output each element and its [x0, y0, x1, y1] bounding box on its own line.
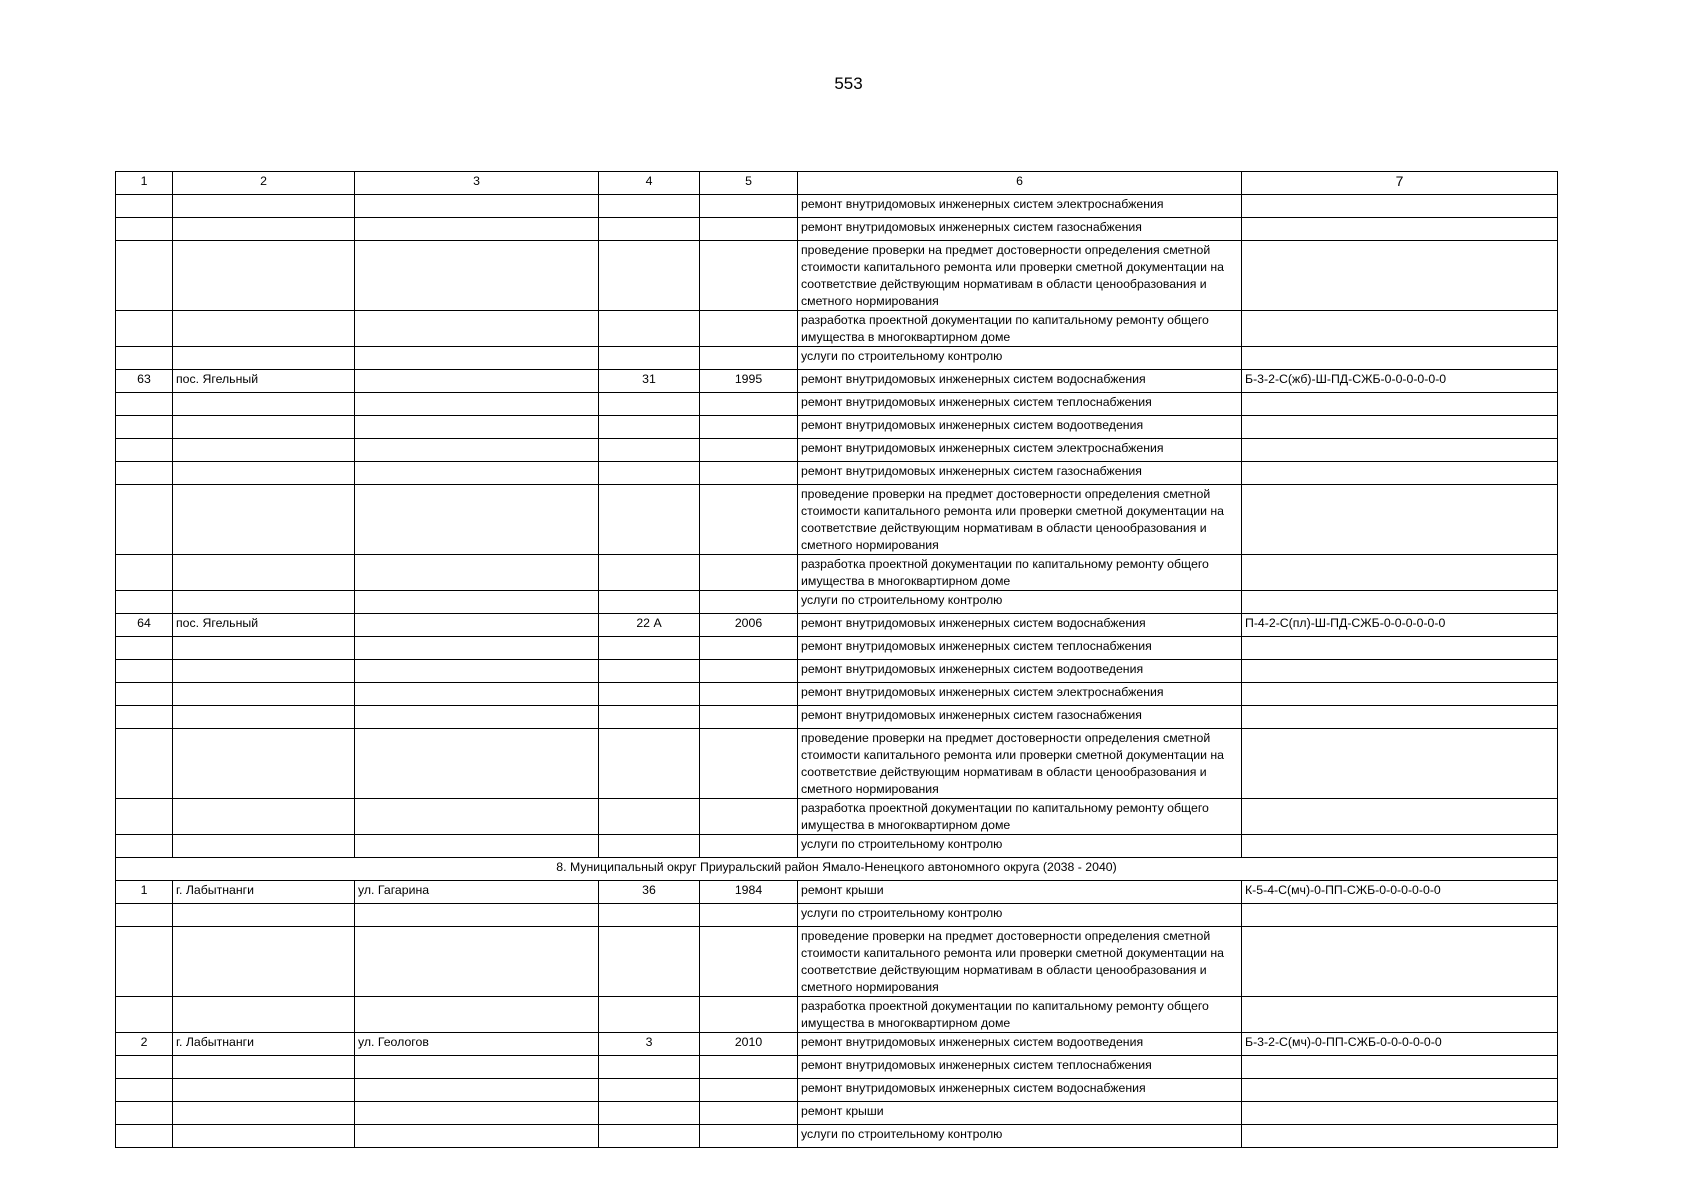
house-number-cell — [599, 416, 700, 439]
row-number-cell — [116, 591, 173, 614]
street-cell — [355, 347, 599, 370]
street-cell — [355, 311, 599, 347]
row-number-cell — [116, 835, 173, 858]
work-type-cell: проведение проверки на предмет достоверности определения сметной стоимости капитального ремонта или проверки сметной документации на соответствие действующим нормативам в области ценообразования и сметного нормирования — [798, 927, 1242, 997]
table-row — [116, 683, 1558, 706]
house-number-cell — [599, 1056, 700, 1079]
year-built-cell — [700, 904, 798, 927]
row-number-cell — [116, 416, 173, 439]
year-built-cell — [700, 439, 798, 462]
table-row — [116, 241, 1558, 311]
work-type-cell: ремонт внутридомовых инженерных систем водоснабжения — [798, 370, 1242, 393]
settlement-cell — [173, 591, 355, 614]
work-type-cell: ремонт внутридомовых инженерных систем электроснабжения — [798, 439, 1242, 462]
house-number-cell — [599, 927, 700, 997]
column-header: 5 — [700, 172, 798, 195]
settlement-cell — [173, 241, 355, 311]
row-number-cell — [116, 904, 173, 927]
year-built-cell — [700, 997, 798, 1033]
street-cell — [355, 416, 599, 439]
street-cell — [355, 241, 599, 311]
row-number-cell — [116, 683, 173, 706]
street-cell — [355, 1125, 599, 1148]
table-row — [116, 462, 1558, 485]
year-built-cell — [700, 311, 798, 347]
table-row — [116, 485, 1558, 555]
row-number-cell — [116, 241, 173, 311]
row-number-cell — [116, 393, 173, 416]
settlement-cell — [173, 347, 355, 370]
table-row — [116, 311, 1558, 347]
house-number-cell — [599, 799, 700, 835]
street-cell — [355, 1102, 599, 1125]
table-row — [116, 927, 1558, 997]
settlement-cell — [173, 729, 355, 799]
settlement-cell — [173, 683, 355, 706]
settlement-cell — [173, 1056, 355, 1079]
building-code-cell: К-5-4-С(мч)-0-ПП-СЖБ-0-0-0-0-0-0 — [1242, 881, 1558, 904]
year-built-cell — [700, 241, 798, 311]
work-type-cell: услуги по строительному контролю — [798, 904, 1242, 927]
table-row — [116, 1033, 1558, 1056]
street-cell — [355, 729, 599, 799]
section-title: 8. Муниципальный округ Приуральский район Ямало-Ненецкого автономного округа (2038 - 2040) — [116, 858, 1558, 881]
building-code-cell — [1242, 637, 1558, 660]
year-built-cell — [700, 729, 798, 799]
work-type-cell: проведение проверки на предмет достоверности определения сметной стоимости капитального ремонта или проверки сметной документации на соответствие действующим нормативам в области ценообразования и сметного нормирования — [798, 729, 1242, 799]
table-row — [116, 439, 1558, 462]
building-code-cell — [1242, 462, 1558, 485]
house-number-cell — [599, 439, 700, 462]
street-cell — [355, 799, 599, 835]
row-number-cell: 1 — [116, 881, 173, 904]
year-built-cell: 2010 — [700, 1033, 798, 1056]
table-row — [116, 660, 1558, 683]
street-cell — [355, 555, 599, 591]
table-row — [116, 393, 1558, 416]
table-row — [116, 904, 1558, 927]
year-built-cell — [700, 485, 798, 555]
year-built-cell — [700, 799, 798, 835]
settlement-cell — [173, 311, 355, 347]
street-cell — [355, 997, 599, 1033]
year-built-cell — [700, 218, 798, 241]
settlement-cell: г. Лабытнанги — [173, 881, 355, 904]
row-number-cell — [116, 311, 173, 347]
column-header-row — [116, 172, 1558, 195]
street-cell — [355, 195, 599, 218]
work-type-cell: ремонт внутридомовых инженерных систем теплоснабжения — [798, 393, 1242, 416]
house-number-cell — [599, 683, 700, 706]
settlement-cell — [173, 1102, 355, 1125]
street-cell — [355, 370, 599, 393]
work-type-cell: ремонт крыши — [798, 881, 1242, 904]
year-built-cell: 1984 — [700, 881, 798, 904]
building-code-cell — [1242, 393, 1558, 416]
work-type-cell: ремонт внутридомовых инженерных систем электроснабжения — [798, 195, 1242, 218]
table-row — [116, 614, 1558, 637]
house-number-cell — [599, 1125, 700, 1148]
building-code-cell — [1242, 835, 1558, 858]
settlement-cell — [173, 462, 355, 485]
year-built-cell — [700, 706, 798, 729]
building-code-cell — [1242, 195, 1558, 218]
building-code-cell: П-4-2-С(пл)-Ш-ПД-СЖБ-0-0-0-0-0-0 — [1242, 614, 1558, 637]
street-cell: ул. Геологов — [355, 1033, 599, 1056]
house-number-cell — [599, 347, 700, 370]
house-number-cell — [599, 241, 700, 311]
row-number-cell — [116, 439, 173, 462]
building-code-cell — [1242, 485, 1558, 555]
work-type-cell: услуги по строительному контролю — [798, 1125, 1242, 1148]
building-code-cell: Б-3-2-С(жб)-Ш-ПД-СЖБ-0-0-0-0-0-0 — [1242, 370, 1558, 393]
building-code-cell — [1242, 904, 1558, 927]
work-type-cell: ремонт внутридомовых инженерных систем водоотведения — [798, 660, 1242, 683]
building-code-cell — [1242, 1125, 1558, 1148]
row-number-cell — [116, 1079, 173, 1102]
year-built-cell — [700, 416, 798, 439]
building-code-cell — [1242, 1079, 1558, 1102]
year-built-cell — [700, 835, 798, 858]
year-built-cell — [700, 1125, 798, 1148]
house-number-cell — [599, 706, 700, 729]
settlement-cell — [173, 904, 355, 927]
settlement-cell — [173, 1079, 355, 1102]
row-number-cell — [116, 706, 173, 729]
row-number-cell — [116, 555, 173, 591]
building-code-cell — [1242, 439, 1558, 462]
table-row — [116, 835, 1558, 858]
work-type-cell: ремонт внутридомовых инженерных систем водоотведения — [798, 1033, 1242, 1056]
settlement-cell — [173, 485, 355, 555]
row-number-cell — [116, 637, 173, 660]
row-number-cell: 64 — [116, 614, 173, 637]
row-number-cell — [116, 729, 173, 799]
street-cell — [355, 462, 599, 485]
year-built-cell — [700, 195, 798, 218]
capital-repair-table — [115, 171, 1558, 1148]
row-number-cell — [116, 462, 173, 485]
building-code-cell — [1242, 660, 1558, 683]
work-type-cell: ремонт внутридомовых инженерных систем водоснабжения — [798, 1079, 1242, 1102]
building-code-cell — [1242, 997, 1558, 1033]
work-type-cell: ремонт внутридомовых инженерных систем водоотведения — [798, 416, 1242, 439]
settlement-cell: пос. Ягельный — [173, 614, 355, 637]
row-number-cell — [116, 347, 173, 370]
work-type-cell: услуги по строительному контролю — [798, 347, 1242, 370]
house-number-cell — [599, 1102, 700, 1125]
row-number-cell — [116, 997, 173, 1033]
work-type-cell: проведение проверки на предмет достоверности определения сметной стоимости капитального ремонта или проверки сметной документации на соответствие действующим нормативам в области ценообразования и сметного нормирования — [798, 241, 1242, 311]
building-code-cell — [1242, 1056, 1558, 1079]
table-row — [116, 1125, 1558, 1148]
house-number-cell — [599, 1079, 700, 1102]
work-type-cell: ремонт внутридомовых инженерных систем газоснабжения — [798, 462, 1242, 485]
settlement-cell: пос. Ягельный — [173, 370, 355, 393]
work-type-cell: разработка проектной документации по капитальному ремонту общего имущества в многоквартирном доме — [798, 997, 1242, 1033]
settlement-cell — [173, 393, 355, 416]
year-built-cell — [700, 1056, 798, 1079]
street-cell — [355, 927, 599, 997]
work-type-cell: разработка проектной документации по капитальному ремонту общего имущества в многоквартирном доме — [798, 311, 1242, 347]
street-cell — [355, 218, 599, 241]
table-row — [116, 555, 1558, 591]
table-row — [116, 729, 1558, 799]
house-number-cell — [599, 997, 700, 1033]
table-row — [116, 881, 1558, 904]
row-number-cell: 2 — [116, 1033, 173, 1056]
street-cell — [355, 485, 599, 555]
year-built-cell — [700, 660, 798, 683]
street-cell — [355, 637, 599, 660]
street-cell — [355, 835, 599, 858]
building-code-cell — [1242, 799, 1558, 835]
table-row — [116, 218, 1558, 241]
house-number-cell — [599, 485, 700, 555]
work-type-cell: ремонт внутридомовых инженерных систем водоснабжения — [798, 614, 1242, 637]
settlement-cell — [173, 439, 355, 462]
work-type-cell: услуги по строительному контролю — [798, 591, 1242, 614]
work-type-cell: ремонт внутридомовых инженерных систем газоснабжения — [798, 706, 1242, 729]
year-built-cell — [700, 347, 798, 370]
row-number-cell — [116, 799, 173, 835]
table-row — [116, 1079, 1558, 1102]
house-number-cell: 31 — [599, 370, 700, 393]
row-number-cell — [116, 1125, 173, 1148]
settlement-cell — [173, 997, 355, 1033]
building-code-cell — [1242, 311, 1558, 347]
table-row — [116, 416, 1558, 439]
street-cell — [355, 683, 599, 706]
house-number-cell — [599, 729, 700, 799]
settlement-cell — [173, 637, 355, 660]
column-header: 4 — [599, 172, 700, 195]
house-number-cell — [599, 637, 700, 660]
work-type-cell: ремонт внутридомовых инженерных систем электроснабжения — [798, 683, 1242, 706]
house-number-cell: 22 А — [599, 614, 700, 637]
table-row — [116, 1102, 1558, 1125]
column-header: 7 — [1242, 172, 1558, 195]
building-code-cell — [1242, 416, 1558, 439]
table-row — [116, 799, 1558, 835]
building-code-cell — [1242, 729, 1558, 799]
settlement-cell: г. Лабытнанги — [173, 1033, 355, 1056]
row-number-cell: 63 — [116, 370, 173, 393]
table-row — [116, 195, 1558, 218]
street-cell — [355, 1079, 599, 1102]
house-number-cell — [599, 904, 700, 927]
street-cell — [355, 591, 599, 614]
house-number-cell — [599, 311, 700, 347]
street-cell: ул. Гагарина — [355, 881, 599, 904]
year-built-cell: 2006 — [700, 614, 798, 637]
year-built-cell: 1995 — [700, 370, 798, 393]
row-number-cell — [116, 1102, 173, 1125]
column-header: 1 — [116, 172, 173, 195]
row-number-cell — [116, 485, 173, 555]
building-code-cell — [1242, 706, 1558, 729]
table-row — [116, 706, 1558, 729]
building-code-cell — [1242, 1102, 1558, 1125]
street-cell — [355, 393, 599, 416]
building-code-cell — [1242, 555, 1558, 591]
table-row — [116, 591, 1558, 614]
page-number: 553 — [834, 74, 863, 93]
building-code-cell — [1242, 927, 1558, 997]
table-row — [116, 997, 1558, 1033]
year-built-cell — [700, 555, 798, 591]
street-cell — [355, 1056, 599, 1079]
house-number-cell — [599, 218, 700, 241]
settlement-cell — [173, 555, 355, 591]
settlement-cell — [173, 218, 355, 241]
house-number-cell — [599, 393, 700, 416]
building-code-cell — [1242, 218, 1558, 241]
house-number-cell — [599, 660, 700, 683]
house-number-cell — [599, 835, 700, 858]
settlement-cell — [173, 660, 355, 683]
year-built-cell — [700, 462, 798, 485]
table-row — [116, 347, 1558, 370]
table-row — [116, 370, 1558, 393]
street-cell — [355, 904, 599, 927]
work-type-cell: ремонт внутридомовых инженерных систем теплоснабжения — [798, 1056, 1242, 1079]
year-built-cell — [700, 1079, 798, 1102]
settlement-cell — [173, 927, 355, 997]
building-code-cell — [1242, 347, 1558, 370]
row-number-cell — [116, 1056, 173, 1079]
work-type-cell: услуги по строительному контролю — [798, 835, 1242, 858]
row-number-cell — [116, 927, 173, 997]
street-cell — [355, 706, 599, 729]
settlement-cell — [173, 195, 355, 218]
house-number-cell — [599, 462, 700, 485]
settlement-cell — [173, 416, 355, 439]
work-type-cell: разработка проектной документации по капитальному ремонту общего имущества в многоквартирном доме — [798, 799, 1242, 835]
year-built-cell — [700, 637, 798, 660]
house-number-cell — [599, 555, 700, 591]
section-header-row — [116, 858, 1558, 881]
work-type-cell: разработка проектной документации по капитальному ремонту общего имущества в многоквартирном доме — [798, 555, 1242, 591]
row-number-cell — [116, 218, 173, 241]
column-header: 3 — [355, 172, 599, 195]
year-built-cell — [700, 1102, 798, 1125]
table-row — [116, 637, 1558, 660]
building-code-cell — [1242, 591, 1558, 614]
building-code-cell — [1242, 683, 1558, 706]
year-built-cell — [700, 683, 798, 706]
row-number-cell — [116, 195, 173, 218]
settlement-cell — [173, 835, 355, 858]
house-number-cell — [599, 195, 700, 218]
row-number-cell — [116, 660, 173, 683]
street-cell — [355, 614, 599, 637]
street-cell — [355, 439, 599, 462]
settlement-cell — [173, 799, 355, 835]
house-number-cell — [599, 591, 700, 614]
house-number-cell: 3 — [599, 1033, 700, 1056]
work-type-cell: ремонт крыши — [798, 1102, 1242, 1125]
table-row — [116, 1056, 1558, 1079]
year-built-cell — [700, 591, 798, 614]
settlement-cell — [173, 706, 355, 729]
year-built-cell — [700, 927, 798, 997]
street-cell — [355, 660, 599, 683]
building-code-cell: Б-3-2-С(мч)-0-ПП-СЖБ-0-0-0-0-0-0 — [1242, 1033, 1558, 1056]
column-header: 2 — [173, 172, 355, 195]
work-type-cell: проведение проверки на предмет достоверности определения сметной стоимости капитального ремонта или проверки сметной документации на соответствие действующим нормативам в области ценообразования и сметного нормирования — [798, 485, 1242, 555]
column-header: 6 — [798, 172, 1242, 195]
year-built-cell — [700, 393, 798, 416]
house-number-cell: 36 — [599, 881, 700, 904]
work-type-cell: ремонт внутридомовых инженерных систем теплоснабжения — [798, 637, 1242, 660]
work-type-cell: ремонт внутридомовых инженерных систем газоснабжения — [798, 218, 1242, 241]
settlement-cell — [173, 1125, 355, 1148]
building-code-cell — [1242, 241, 1558, 311]
